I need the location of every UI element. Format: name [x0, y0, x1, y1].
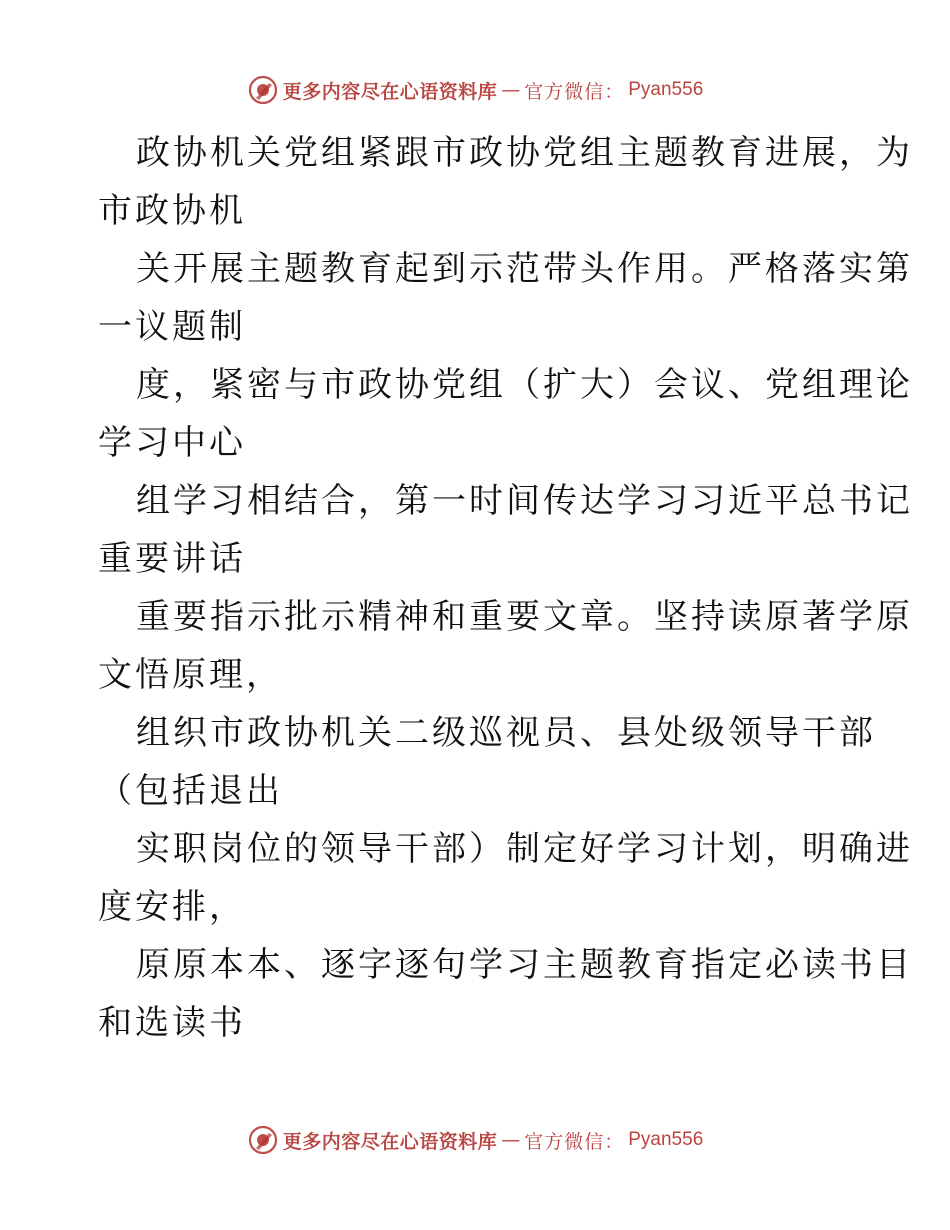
paragraph-line: 学习中心 — [98, 423, 246, 463]
paragraph — [98, 356, 913, 472]
brand-logo-icon — [247, 1124, 279, 1156]
paragraph-line: 实职岗位的领导干部）制定好学习计划，明确进 — [136, 829, 913, 869]
paragraph — [98, 240, 913, 356]
paragraph — [98, 124, 913, 240]
paragraph-line: （包括退出 — [98, 771, 283, 811]
header-watermark — [0, 72, 950, 108]
paragraph-line: 政协机关党组紧跟市政协党组主题教育进展，为 — [136, 133, 913, 173]
watermark-separator: — — [501, 1129, 521, 1151]
watermark-separator: — — [501, 79, 521, 101]
paragraph-line: 文悟原理， — [98, 655, 283, 695]
paragraph — [98, 472, 913, 588]
watermark-brand-text: 更多内容尽在心语资料库 — [282, 80, 498, 103]
brand-logo-icon — [247, 74, 279, 106]
paragraph-line: 一议题制 — [98, 307, 246, 347]
watermark-wechat-label: 官方微信： — [524, 80, 625, 103]
paragraph-line: 和选读书 — [98, 1003, 246, 1043]
paragraph-line: 度安排， — [98, 887, 246, 927]
paragraph — [98, 588, 913, 704]
paragraph-line: 组学习相结合，第一时间传达学习习近平总书记 — [136, 481, 913, 521]
paragraph-line: 重要指示批示精神和重要文章。坚持读原著学原 — [136, 597, 913, 637]
paragraph — [98, 936, 913, 1052]
paragraph-line: 关开展主题教育起到示范带头作用。严格落实第 — [136, 249, 913, 289]
paragraph — [98, 704, 876, 820]
paragraph — [98, 820, 913, 936]
footer-watermark — [0, 1122, 950, 1158]
document-body — [98, 124, 913, 1052]
paragraph-line: 组织市政协机关二级巡视员、县处级领导干部 — [136, 713, 876, 753]
watermark-brand-text: 更多内容尽在心语资料库 — [282, 1130, 498, 1153]
paragraph-line: 重要讲话 — [98, 539, 246, 579]
paragraph-line: 度，紧密与市政协党组（扩大）会议、党组理论 — [136, 365, 913, 405]
watermark-wechat-label: 官方微信： — [524, 1130, 625, 1153]
watermark-wechat-id: Pyan556 — [628, 1129, 704, 1150]
paragraph-line: 原原本本、逐字逐句学习主题教育指定必读书目 — [136, 945, 913, 985]
watermark-wechat-id: Pyan556 — [628, 79, 704, 100]
paragraph-line: 市政协机 — [98, 191, 246, 231]
